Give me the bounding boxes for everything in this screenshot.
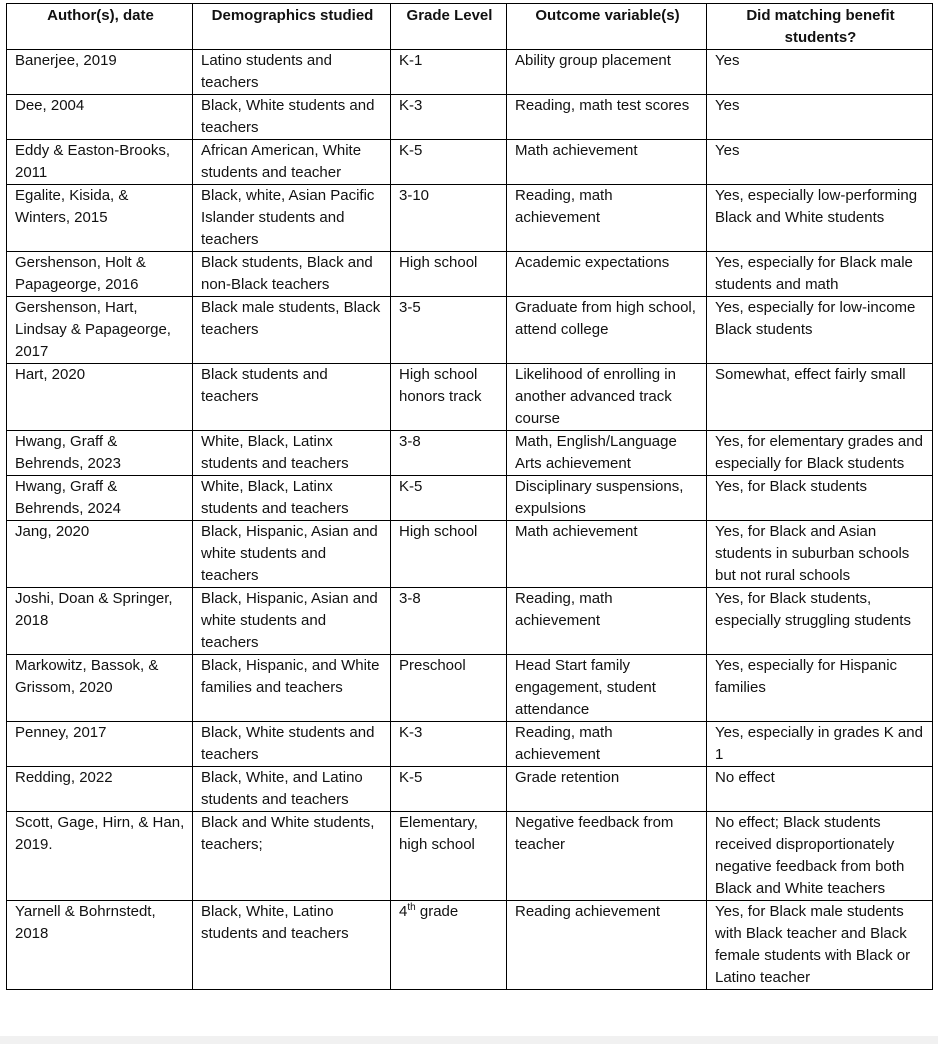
cell-demographics: Latino students and teachers bbox=[193, 50, 391, 95]
cell-benefit: Yes, especially for Hispanic families bbox=[707, 655, 933, 722]
header-benefit: Did matching benefit students? bbox=[707, 4, 933, 50]
cell-benefit: Yes, for elementary grades and especially for Black students bbox=[707, 431, 933, 476]
cell-author: Hwang, Graff & Behrends, 2024 bbox=[7, 476, 193, 521]
cell-outcome: Graduate from high school, attend college bbox=[507, 297, 707, 364]
table-row bbox=[7, 431, 933, 476]
cell-demographics: Black, white, Asian Pacific Islander students and teachers bbox=[193, 185, 391, 252]
cell-benefit: Yes, especially low-performing Black and White students bbox=[707, 185, 933, 252]
cell-demographics: Black male students, Black teachers bbox=[193, 297, 391, 364]
table-row bbox=[7, 476, 933, 521]
cell-benefit: Yes bbox=[707, 140, 933, 185]
cell-author: Penney, 2017 bbox=[7, 722, 193, 767]
page-bottom-edge bbox=[0, 1036, 938, 1044]
cell-grade: 3-8 bbox=[391, 588, 507, 655]
table-row bbox=[7, 50, 933, 95]
table-row bbox=[7, 812, 933, 901]
cell-author: Redding, 2022 bbox=[7, 767, 193, 812]
cell-outcome: Reading achievement bbox=[507, 901, 707, 990]
table-row bbox=[7, 140, 933, 185]
cell-grade: 3-10 bbox=[391, 185, 507, 252]
cell-outcome: Reading, math achievement bbox=[507, 588, 707, 655]
cell-author: Jang, 2020 bbox=[7, 521, 193, 588]
cell-author: Scott, Gage, Hirn, & Han, 2019. bbox=[7, 812, 193, 901]
cell-grade: 3-5 bbox=[391, 297, 507, 364]
cell-author: Markowitz, Bassok, & Grissom, 2020 bbox=[7, 655, 193, 722]
cell-demographics: Black students, Black and non-Black teachers bbox=[193, 252, 391, 297]
cell-outcome: Ability group placement bbox=[507, 50, 707, 95]
cell-outcome: Math achievement bbox=[507, 521, 707, 588]
cell-demographics: Black, White students and teachers bbox=[193, 722, 391, 767]
cell-outcome: Head Start family engagement, student attendance bbox=[507, 655, 707, 722]
cell-grade: High school bbox=[391, 521, 507, 588]
cell-grade: High school honors track bbox=[391, 364, 507, 431]
cell-grade: Preschool bbox=[391, 655, 507, 722]
cell-benefit: Yes, especially for Black male students and math bbox=[707, 252, 933, 297]
cell-demographics: White, Black, Latinx students and teachers bbox=[193, 476, 391, 521]
cell-demographics: Black students and teachers bbox=[193, 364, 391, 431]
cell-grade: K-3 bbox=[391, 722, 507, 767]
cell-outcome: Disciplinary suspensions, expulsions bbox=[507, 476, 707, 521]
cell-demographics: Black, White, Latino students and teachers bbox=[193, 901, 391, 990]
table-row bbox=[7, 521, 933, 588]
cell-benefit: Yes, for Black and Asian students in suburban schools but not rural schools bbox=[707, 521, 933, 588]
table-row bbox=[7, 252, 933, 297]
cell-author: Hwang, Graff & Behrends, 2023 bbox=[7, 431, 193, 476]
cell-benefit: No effect; Black students received disproportionately negative feedback from both Black and White teachers bbox=[707, 812, 933, 901]
cell-demographics: Black, Hispanic, Asian and white students and teachers bbox=[193, 521, 391, 588]
cell-demographics: Black, White, and Latino students and teachers bbox=[193, 767, 391, 812]
table-header bbox=[7, 4, 933, 50]
cell-outcome: Negative feedback from teacher bbox=[507, 812, 707, 901]
header-outcome: Outcome variable(s) bbox=[507, 4, 707, 50]
cell-benefit: Yes bbox=[707, 95, 933, 140]
cell-grade: 3-8 bbox=[391, 431, 507, 476]
cell-grade: K-5 bbox=[391, 476, 507, 521]
cell-benefit: Yes, for Black students, especially struggling students bbox=[707, 588, 933, 655]
grade-superscript: th bbox=[407, 902, 416, 913]
cell-author: Gershenson, Holt & Papageorge, 2016 bbox=[7, 252, 193, 297]
cell-outcome: Grade retention bbox=[507, 767, 707, 812]
cell-benefit: Yes bbox=[707, 50, 933, 95]
cell-outcome: Likelihood of enrolling in another advanced track course bbox=[507, 364, 707, 431]
table-body bbox=[7, 50, 933, 990]
cell-demographics: White, Black, Latinx students and teachers bbox=[193, 431, 391, 476]
header-author: Author(s), date bbox=[7, 4, 193, 50]
cell-demographics: African American, White students and teacher bbox=[193, 140, 391, 185]
cell-author: Eddy & Easton-Brooks, 2011 bbox=[7, 140, 193, 185]
cell-demographics: Black and White students, teachers; bbox=[193, 812, 391, 901]
cell-demographics: Black, Hispanic, and White families and teachers bbox=[193, 655, 391, 722]
cell-author: Banerjee, 2019 bbox=[7, 50, 193, 95]
table-row bbox=[7, 722, 933, 767]
grade-number: 4 bbox=[399, 903, 408, 920]
cell-author: Dee, 2004 bbox=[7, 95, 193, 140]
cell-author: Joshi, Doan & Springer, 2018 bbox=[7, 588, 193, 655]
header-grade-level: Grade Level bbox=[391, 4, 507, 50]
cell-author: Gershenson, Hart, Lindsay & Papageorge, 2017 bbox=[7, 297, 193, 364]
table-row bbox=[7, 767, 933, 812]
cell-outcome: Reading, math test scores bbox=[507, 95, 707, 140]
cell-benefit: Yes, especially for low-income Black students bbox=[707, 297, 933, 364]
header-row bbox=[7, 4, 933, 50]
cell-grade: K-5 bbox=[391, 767, 507, 812]
cell-grade: High school bbox=[391, 252, 507, 297]
cell-grade: K-1 bbox=[391, 50, 507, 95]
cell-demographics: Black, White students and teachers bbox=[193, 95, 391, 140]
table-row bbox=[7, 297, 933, 364]
cell-author: Yarnell & Bohrnstedt, 2018 bbox=[7, 901, 193, 990]
cell-benefit: Yes, especially in grades K and 1 bbox=[707, 722, 933, 767]
cell-outcome: Academic expectations bbox=[507, 252, 707, 297]
cell-outcome: Math, English/Language Arts achievement bbox=[507, 431, 707, 476]
studies-table bbox=[6, 3, 933, 990]
table-row bbox=[7, 901, 933, 990]
cell-benefit: Somewhat, effect fairly small bbox=[707, 364, 933, 431]
cell-outcome: Reading, math achievement bbox=[507, 722, 707, 767]
grade-suffix: grade bbox=[415, 903, 459, 920]
header-demographics: Demographics studied bbox=[193, 4, 391, 50]
cell-outcome: Math achievement bbox=[507, 140, 707, 185]
cell-outcome: Reading, math achievement bbox=[507, 185, 707, 252]
cell-benefit: No effect bbox=[707, 767, 933, 812]
cell-grade bbox=[391, 901, 507, 990]
table-row bbox=[7, 655, 933, 722]
table-row bbox=[7, 364, 933, 431]
cell-grade: Elementary, high school bbox=[391, 812, 507, 901]
cell-grade: K-5 bbox=[391, 140, 507, 185]
cell-author: Hart, 2020 bbox=[7, 364, 193, 431]
table-row bbox=[7, 588, 933, 655]
cell-benefit: Yes, for Black male students with Black teacher and Black female students with Black or Latino teacher bbox=[707, 901, 933, 990]
cell-demographics: Black, Hispanic, Asian and white students and teachers bbox=[193, 588, 391, 655]
table-row bbox=[7, 95, 933, 140]
table-row bbox=[7, 185, 933, 252]
cell-author: Egalite, Kisida, & Winters, 2015 bbox=[7, 185, 193, 252]
cell-benefit: Yes, for Black students bbox=[707, 476, 933, 521]
cell-grade: K-3 bbox=[391, 95, 507, 140]
